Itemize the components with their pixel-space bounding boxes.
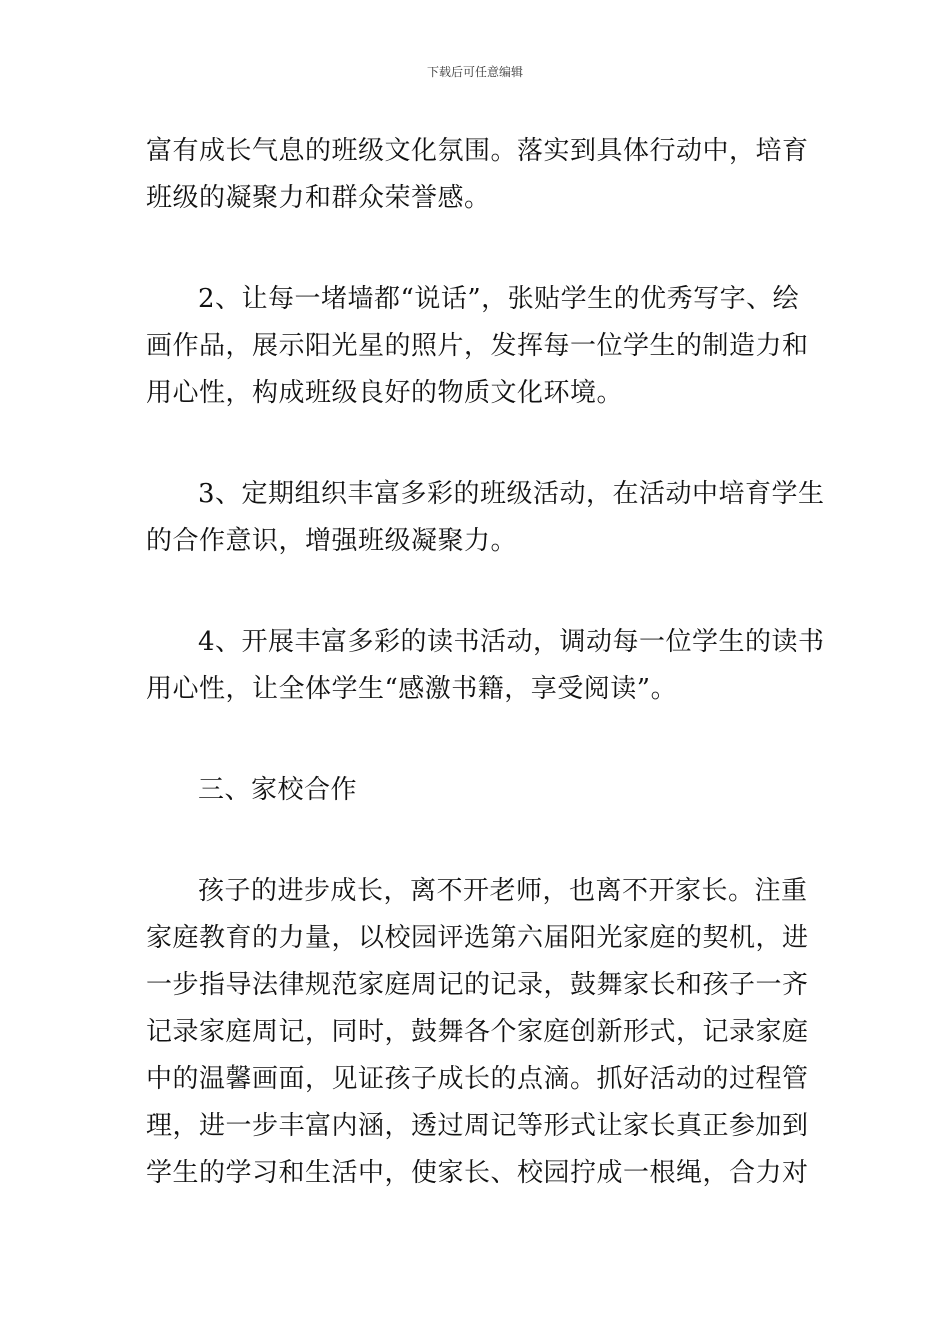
text-line: 4、开展丰富多彩的读书活动，调动每一位学生的读书: [198, 627, 825, 657]
text-line: 理，进一步丰富内涵，透过周记等形式让家长真正参加到: [146, 1111, 809, 1141]
text-line: 记录家庭周记，同时，鼓舞各个家庭创新形式，记录家庭: [146, 1017, 809, 1047]
paragraph-class-culture-continued: [146, 128, 810, 222]
text-line: 的合作意识，增强班级凝聚力。: [146, 526, 518, 556]
text-line: 班级的凝聚力和群众荣誉感。: [146, 183, 491, 213]
text-line: 用心性，构成班级良好的物质文化环境。: [146, 378, 624, 408]
text-line: 2、让每一堵墙都“说话”，张贴学生的优秀写字、绘: [198, 284, 800, 314]
paragraph-home-school-cooperation: [146, 868, 810, 1197]
text-line: 3、定期组织丰富多彩的班级活动，在活动中培育学生: [198, 479, 825, 509]
section-heading-home-school: [146, 767, 810, 814]
text-line: 用心性，让全体学生“感激书籍，享受阅读”。: [146, 674, 678, 704]
document-body: [146, 128, 825, 1197]
page-header: 下载后可任意编辑: [426, 65, 523, 79]
text-line: 画作品，展示阳光星的照片，发挥每一位学生的制造力和: [146, 331, 809, 361]
section-heading: 三、家校合作: [198, 775, 358, 805]
text-line: 中的温馨画面，见证孩子成长的点滴。抓好活动的过程管: [146, 1064, 809, 1094]
paragraph-item-2: [146, 276, 810, 417]
text-line: 一步指导法律规范家庭周记的记录，鼓舞家长和孩子一齐: [146, 970, 809, 1000]
paragraph-item-3: [146, 471, 825, 565]
text-line: 孩子的进步成长，离不开老师，也离不开家长。注重: [198, 876, 808, 906]
text-line: 家庭教育的力量，以校园评选第六届阳光家庭的契机，进: [146, 923, 809, 953]
text-line: 学生的学习和生活中，使家长、校园拧成一根绳，合力对: [146, 1158, 809, 1188]
paragraph-item-4: [146, 619, 825, 713]
text-line: 富有成长气息的班级文化氛围。落实到具体行动中，培育: [146, 136, 809, 166]
